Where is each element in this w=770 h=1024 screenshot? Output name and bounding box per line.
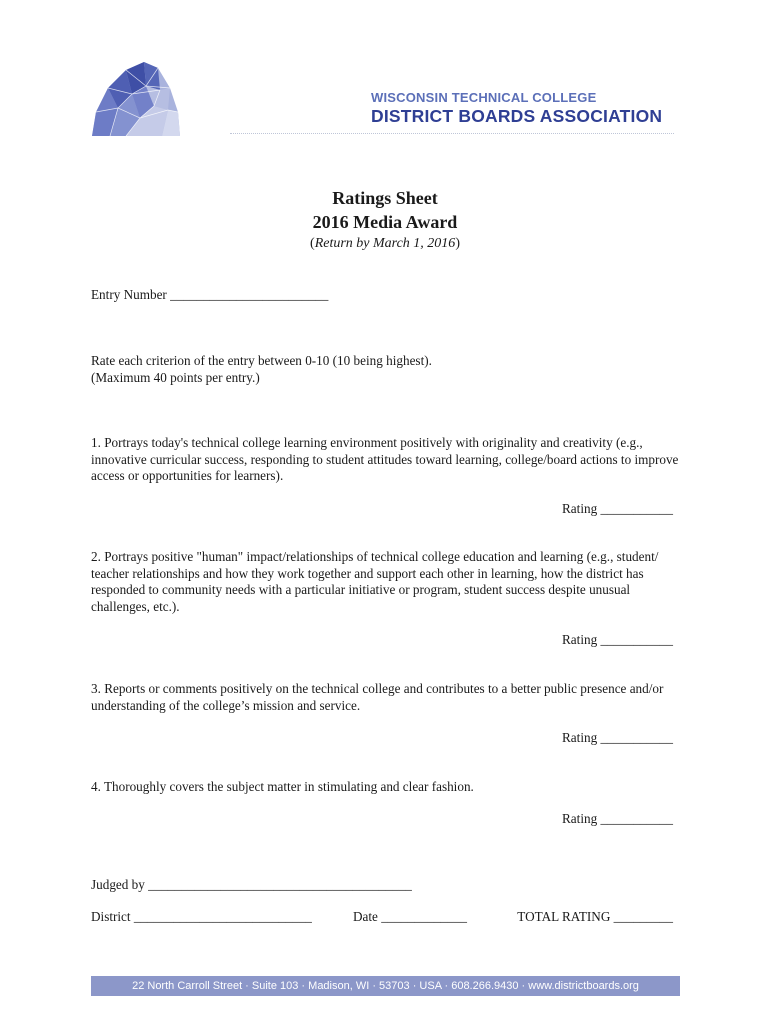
instructions [91,353,432,386]
organization-name [371,90,662,127]
rating-field-1[interactable]: Rating ___________ [562,501,673,516]
return-deadline [0,236,770,252]
paren-close: ) [455,236,460,251]
rating-field-2[interactable]: Rating ___________ [562,632,673,647]
rating-field-3[interactable]: Rating ___________ [562,730,673,745]
date-field[interactable]: Date _____________ [353,909,467,924]
rating-field-4[interactable]: Rating ___________ [562,811,673,826]
criterion-2: 2. Portrays positive "human" impact/relationships of technical college education and learning (e.g., student/ teacher relationships and how they work together and support each other in learning, how the district has responded to community needs with a particular initiative or program, student success despite unusual challenges, etc.). [91,549,659,614]
return-deadline-text: Return by March 1, 2016 [314,236,456,251]
criterion-3: 3. Reports or comments positively on the technical college and contributes to a better public presence and/or understanding of the college’s mission and service. [91,681,664,713]
footer-contact-bar: 22 North Carroll Street · Suite 103 · Madison, WI · 53703 · USA · 608.266.9430 · www.districtboards.org [91,976,680,996]
title-block [0,186,770,252]
district-field[interactable]: District ___________________________ [91,909,312,924]
org-name-line2: DISTRICT BOARDS ASSOCIATION [371,106,663,126]
header-divider [230,133,674,134]
award-title: 2016 Media Award [312,212,458,232]
criterion-1: 1. Portrays today's technical college learning environment positively with originality and creativity (e.g., innovative curricular success, responding to student attitudes toward learning, college/board actions to improve access or opportunities for learners). [91,435,679,483]
entry-number-field[interactable]: Entry Number ________________________ [91,287,329,302]
instructions-line1: Rate each criterion of the entry between 0-10 (10 being highest). [91,353,432,368]
judged-by-field[interactable]: Judged by ________________________________________ [91,877,412,892]
paren-open: ( [310,236,315,251]
dome-logo-icon [88,60,180,138]
instructions-line2: (Maximum 40 points per entry.) [91,369,260,385]
org-name-line1: WISCONSIN TECHNICAL COLLEGE [371,90,597,105]
criterion-4: 4. Thoroughly covers the subject matter in stimulating and clear fashion. [91,779,474,794]
document-title: Ratings Sheet [332,188,438,208]
total-rating-field[interactable]: TOTAL RATING _________ [517,909,673,924]
